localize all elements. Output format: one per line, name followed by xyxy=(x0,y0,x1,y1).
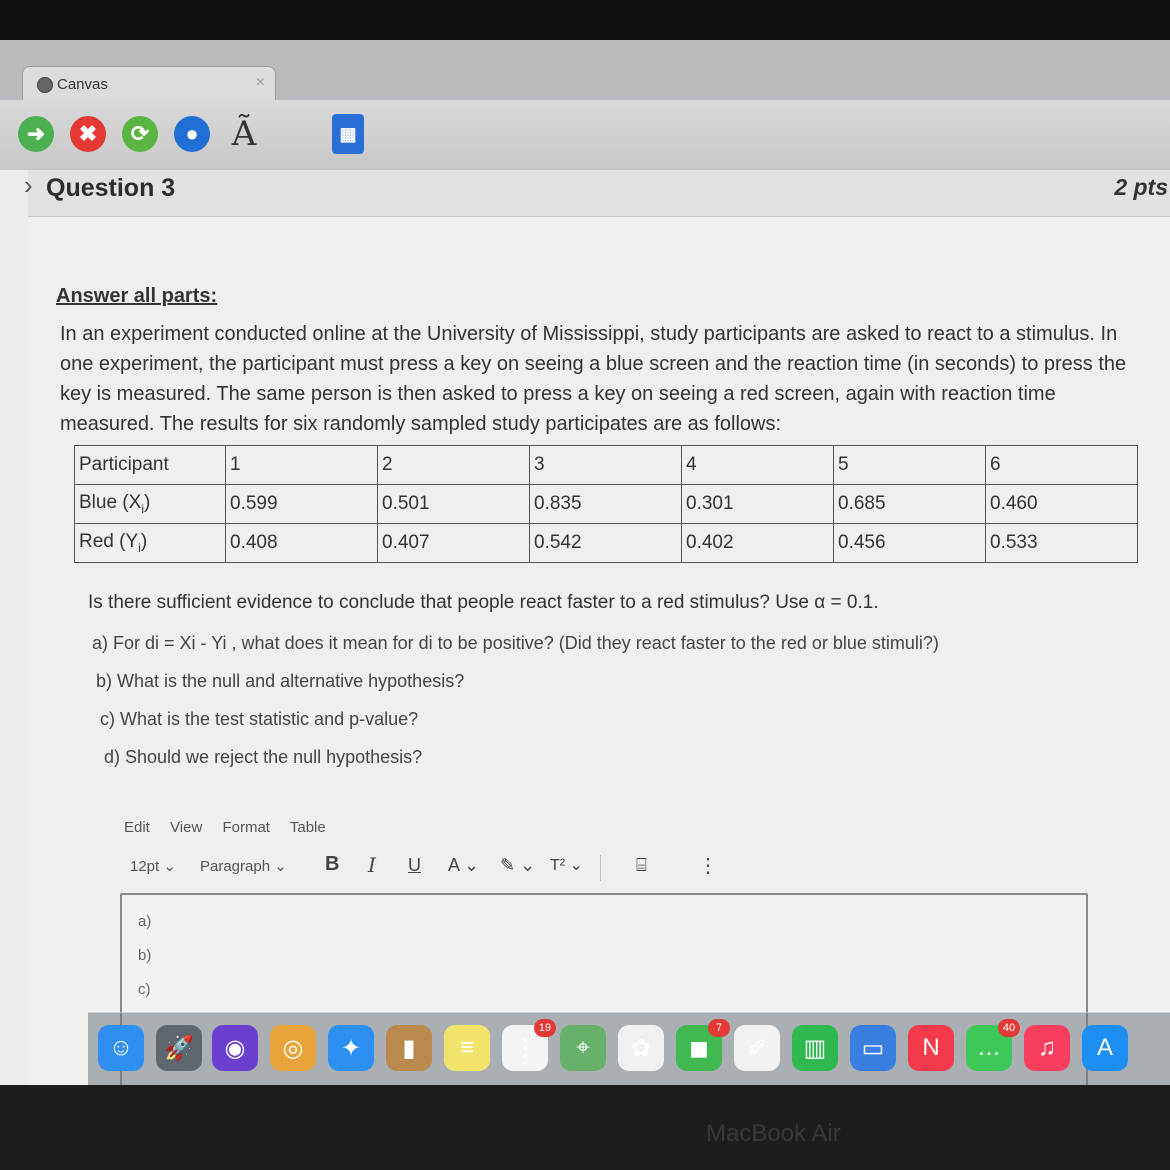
table-cell: 3 xyxy=(530,446,682,485)
red-label-close: ) xyxy=(140,531,148,553)
underline-button[interactable]: U xyxy=(408,855,421,875)
row-label-red xyxy=(75,524,226,563)
blue-label: Blue (X xyxy=(79,492,142,514)
maps-icon[interactable]: ⌖ xyxy=(560,1025,606,1071)
italic-button[interactable]: I xyxy=(368,853,376,877)
facetime-icon[interactable] xyxy=(676,1022,723,1071)
table-row-header xyxy=(75,446,1138,485)
contacts-icon[interactable]: ▮ xyxy=(386,1025,432,1071)
finder-icon[interactable]: ☺ xyxy=(98,1025,144,1071)
subscript-i: i xyxy=(141,501,144,516)
font-size-select[interactable]: 12pt ⌄ xyxy=(130,858,176,875)
answer-line-b[interactable]: b) xyxy=(138,947,152,964)
refresh-button[interactable]: ⟳ xyxy=(122,116,158,152)
table-cell: 0.408 xyxy=(226,524,378,563)
table-row-red xyxy=(75,524,1138,563)
table-cell: 0.599 xyxy=(226,485,378,524)
stop-button[interactable]: ✖ xyxy=(70,116,106,152)
question-points: 2 pts xyxy=(1114,174,1168,200)
chrome-icon[interactable]: ◎ xyxy=(270,1025,316,1071)
facetime-glyph: ◼ xyxy=(689,1034,709,1062)
answer-line-c[interactable]: c) xyxy=(138,981,151,998)
laptop-bezel-bottom xyxy=(0,1085,1170,1170)
tab-bar xyxy=(0,40,1170,100)
messages-icon[interactable] xyxy=(966,1022,1016,1071)
table-cell: 0.501 xyxy=(378,485,530,524)
table-cell: 0.533 xyxy=(986,524,1138,563)
globe-icon[interactable]: ● xyxy=(174,116,210,152)
notes-icon[interactable]: ≡ xyxy=(444,1025,490,1071)
blue-label-close: ) xyxy=(143,492,151,514)
table-cell: 0.407 xyxy=(378,524,530,563)
screen xyxy=(0,40,1170,1085)
menu-table[interactable]: Table xyxy=(289,819,326,836)
launchpad-icon[interactable]: 🚀 xyxy=(156,1025,202,1071)
row-label-blue xyxy=(75,485,226,524)
table-cell: Participant xyxy=(75,446,226,485)
close-tab-icon[interactable]: × xyxy=(255,74,265,91)
menu-view[interactable]: View xyxy=(170,819,203,836)
numbers-icon[interactable]: ▥ xyxy=(792,1025,838,1071)
question-body xyxy=(28,217,1170,1085)
highlight-button[interactable]: ✎ ⌄ xyxy=(500,855,536,875)
table-cell: 0.835 xyxy=(530,485,682,524)
news-icon[interactable]: N xyxy=(908,1025,954,1071)
tab-title: Canvas xyxy=(57,76,108,93)
table-cell: 4 xyxy=(682,446,834,485)
table-cell: 5 xyxy=(834,446,986,485)
dock xyxy=(88,1012,1170,1085)
siri-icon[interactable]: ◉ xyxy=(212,1025,258,1071)
browser-toolbar xyxy=(0,100,1170,170)
more-options-icon[interactable]: ⋮ xyxy=(698,855,718,877)
part-d: d) Should we reject the null hypothesis? xyxy=(104,747,423,767)
table-cell: 0.685 xyxy=(834,485,986,524)
toolbar-divider xyxy=(600,855,601,881)
translate-button[interactable]: Ã xyxy=(231,114,257,154)
data-table xyxy=(74,445,1138,563)
device-label: MacBook Air xyxy=(706,1120,841,1147)
calculator-button[interactable]: ▦ xyxy=(332,114,364,154)
menu-format[interactable]: Format xyxy=(222,819,270,836)
table-cell: 0.402 xyxy=(682,524,834,563)
table-cell: 6 xyxy=(986,446,1138,485)
table-cell: 0.460 xyxy=(986,485,1138,524)
table-cell: 0.456 xyxy=(834,524,986,563)
red-label: Red (Y xyxy=(79,531,139,553)
safari-icon[interactable]: ✦ xyxy=(328,1025,374,1071)
table-cell: 1 xyxy=(226,446,378,485)
text-color-button[interactable]: A ⌄ xyxy=(448,855,480,875)
answer-line-a[interactable]: a) xyxy=(138,913,152,930)
quiz-page xyxy=(0,170,1170,1085)
part-c: c) What is the test statistic and p-value? xyxy=(100,709,419,729)
photos-icon[interactable]: ✿ xyxy=(618,1025,664,1071)
subscript-i: i xyxy=(138,540,141,555)
messages-badge: 40 xyxy=(998,1019,1020,1037)
table-cell: 0.301 xyxy=(682,485,834,524)
canvas-tab-icon xyxy=(37,77,53,93)
table-cell: 0.542 xyxy=(530,524,682,563)
freeform-icon[interactable]: ✐ xyxy=(734,1025,780,1071)
editor-toolbar xyxy=(130,853,730,887)
music-icon[interactable]: ♫ xyxy=(1024,1025,1070,1071)
browser-tab[interactable] xyxy=(22,66,276,103)
reminders-badge: 19 xyxy=(534,1019,556,1037)
question-prompt: Is there sufficient evidence to conclude that people react faster to a red stimulus? Use α = 0.1. xyxy=(88,592,879,613)
question-header xyxy=(24,170,1170,217)
facetime-badge: 7 xyxy=(708,1019,730,1037)
messages-glyph: … xyxy=(977,1034,1001,1061)
problem-text: In an experiment conducted online at the University of Mississippi, study participants are asked to react to a stimulus. In one experiment, the participant must press a key on seeing a blue screen and the reaction time (in seconds) to press the key is measured. The same person is then asked to press a key on seeing a red screen, again with reaction time measured. The results for six randomly sampled study participates are as follows: xyxy=(60,323,1127,435)
collapse-arrow-icon[interactable]: › xyxy=(24,170,33,200)
bold-button[interactable]: B xyxy=(325,853,340,875)
superscript-button[interactable]: T² ⌄ xyxy=(550,857,583,874)
question-title: Question 3 xyxy=(46,174,176,202)
instructions-heading: Answer all parts: xyxy=(56,285,218,307)
forward-button[interactable]: ➜ xyxy=(18,116,54,152)
menu-edit[interactable]: Edit xyxy=(124,819,150,836)
table-cell: 2 xyxy=(378,446,530,485)
reminders-glyph: ⋮ xyxy=(513,1034,537,1062)
editor-menubar xyxy=(124,819,342,836)
reminders-icon[interactable] xyxy=(502,1022,552,1071)
appstore-icon[interactable]: A xyxy=(1082,1025,1128,1071)
block-format-select[interactable]: Paragraph ⌄ xyxy=(200,858,287,875)
keynote-icon[interactable]: ▭ xyxy=(850,1025,896,1071)
embed-icon[interactable]: ⌸ xyxy=(636,855,647,875)
table-row-blue xyxy=(75,485,1138,524)
part-a: a) For di = Xi - Yi , what does it mean for di to be positive? (Did they react faster to the red or blue stimuli?) xyxy=(92,633,939,653)
part-b: b) What is the null and alternative hypothesis? xyxy=(96,671,465,691)
